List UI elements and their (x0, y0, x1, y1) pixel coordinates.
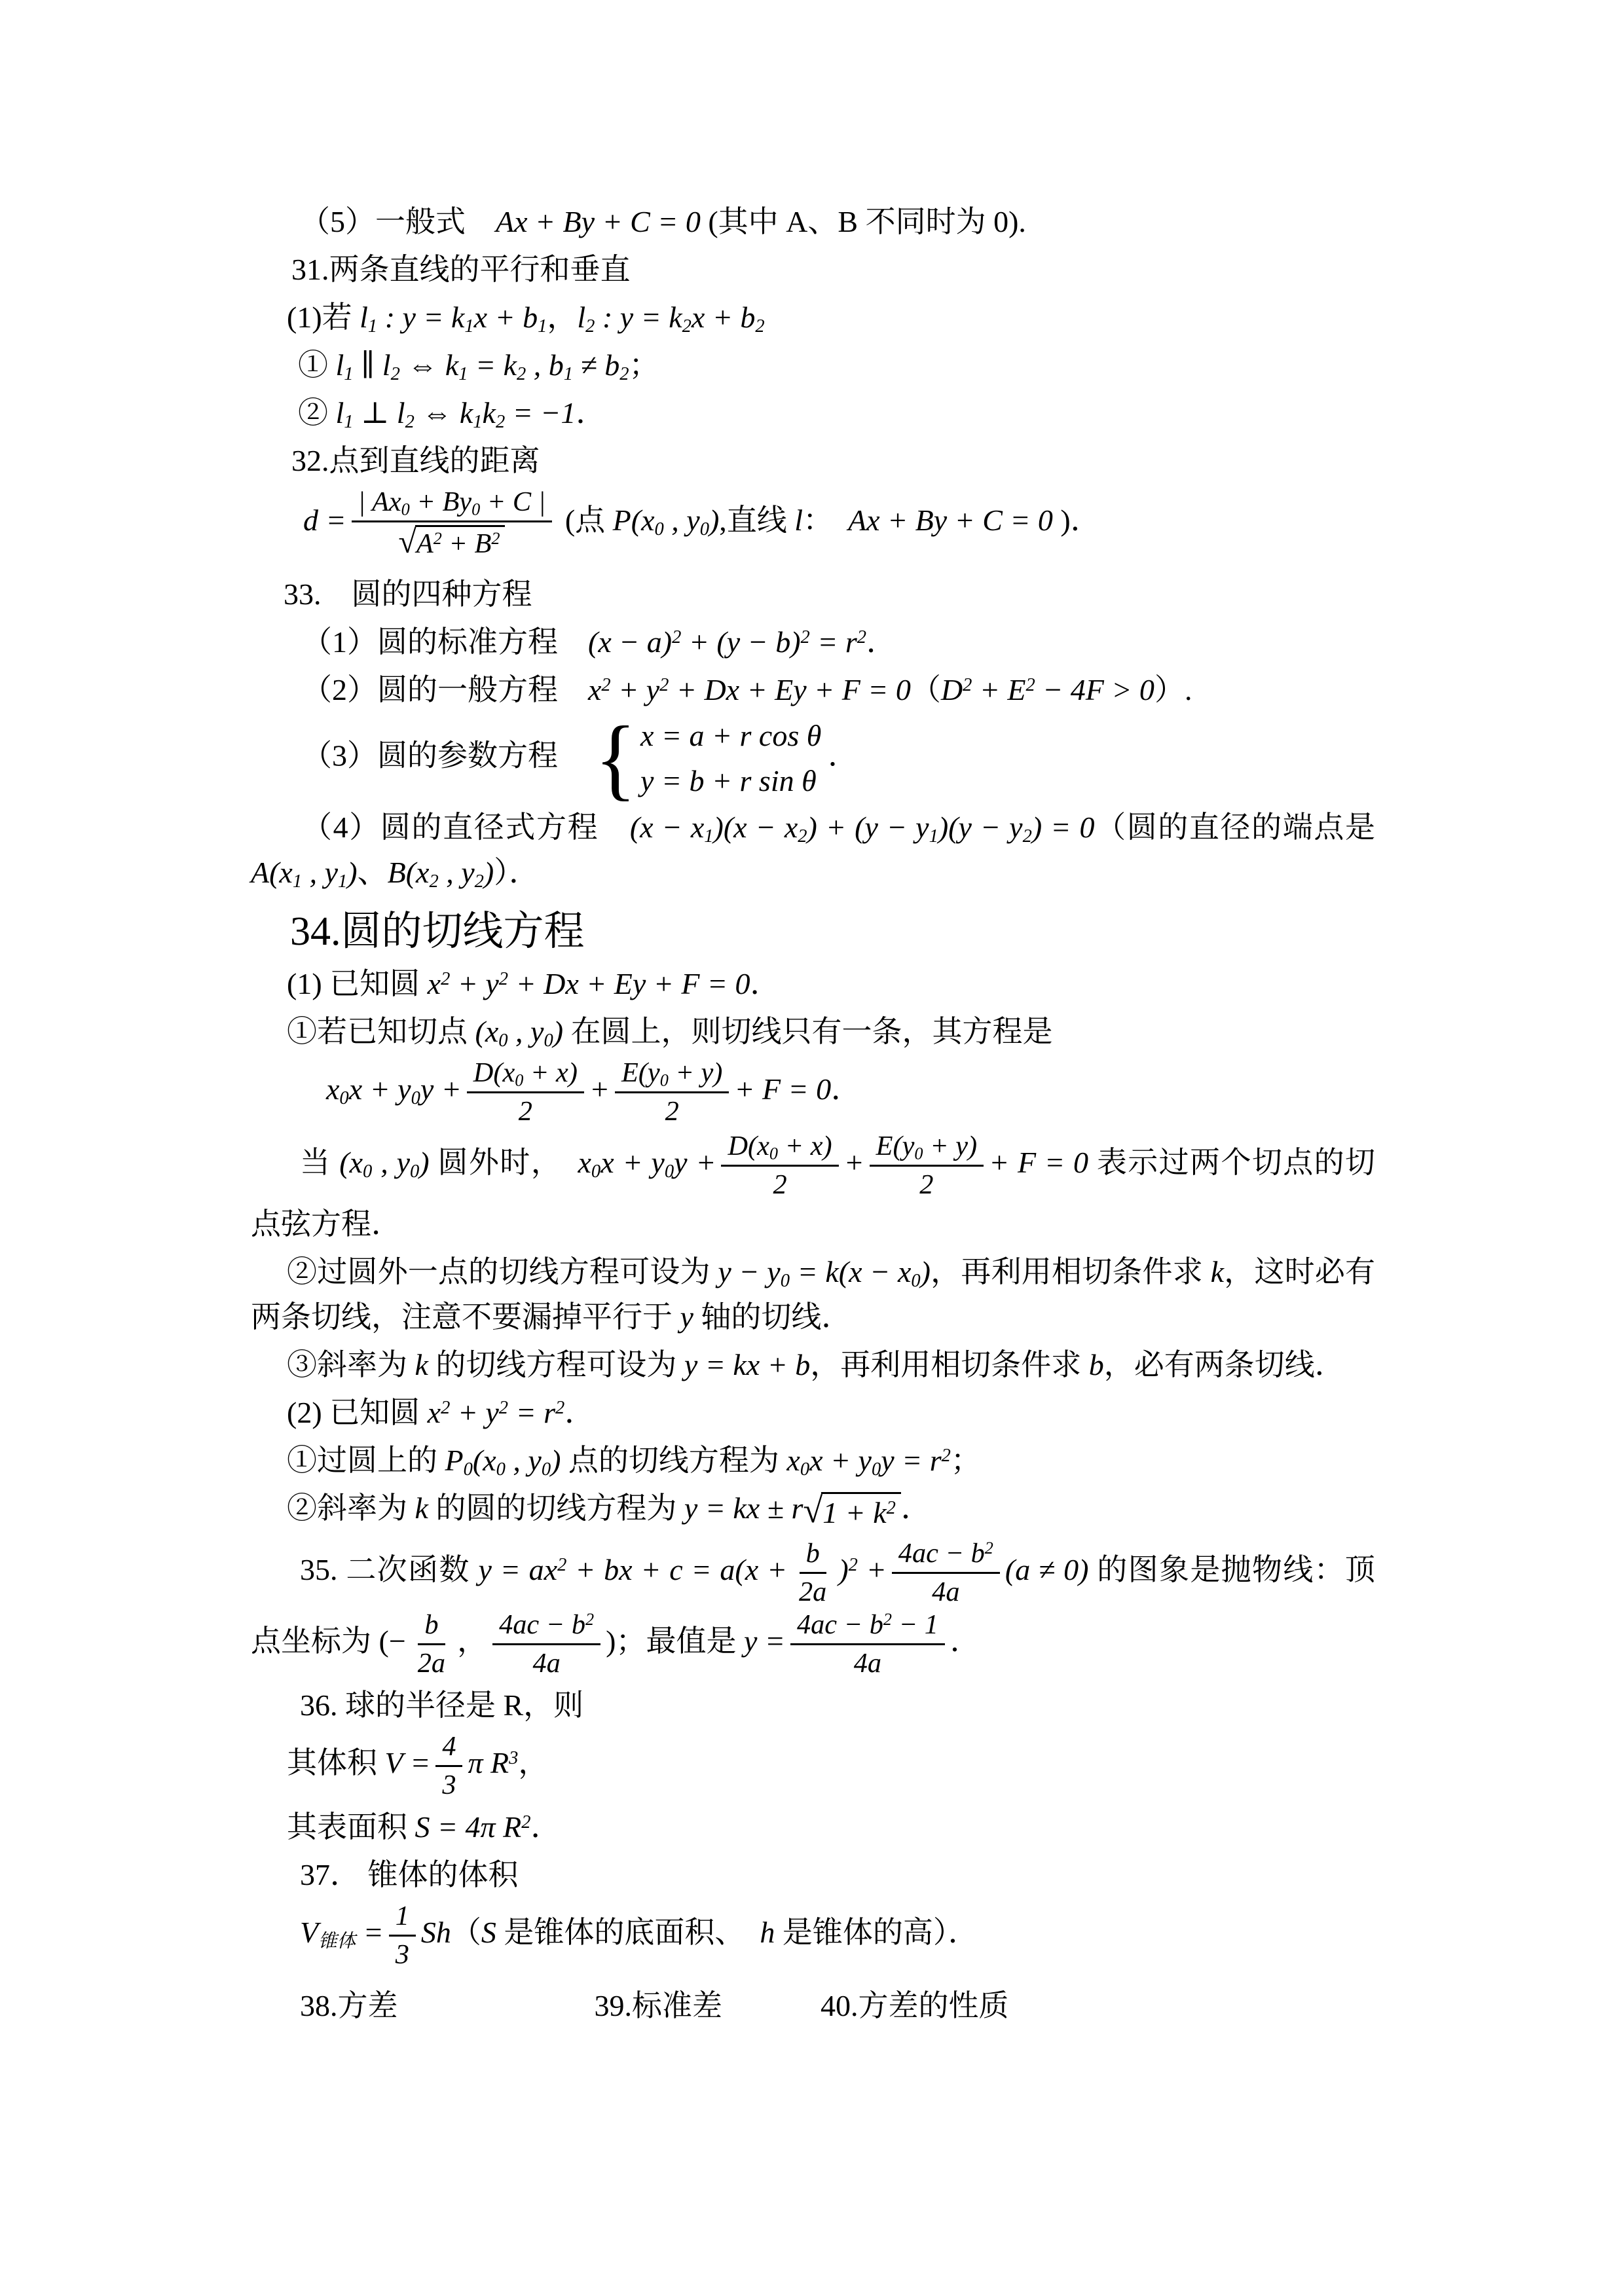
math-run: 2a (417, 1648, 446, 1679)
text-run: ， (457, 1624, 488, 1658)
line-37-heading (251, 1852, 1375, 1897)
math-run: $(x - a)^2 + (y - b)^2 = r^2$ (588, 625, 866, 659)
text-run: ② (298, 396, 336, 429)
cases-row: x = a + r cos θ (640, 719, 822, 753)
fraction (892, 1537, 1000, 1609)
fraction-denominator (847, 1645, 888, 1680)
text-run: ， (547, 301, 578, 334)
fraction-numerator (352, 486, 553, 522)
fraction-numerator (492, 1609, 600, 1645)
math-run: $B(x_2$ , $y_2$) (387, 855, 494, 892)
text-run: 当 (300, 1146, 340, 1180)
line-36-volume (251, 1730, 1375, 1802)
math-run: | $Ax_0 + By_0 + C$ | (358, 486, 546, 519)
line-34-slope-tangent-circle (251, 1485, 1375, 1531)
line-37-cone-volume (251, 1900, 1375, 1971)
text-run: ． (900, 1491, 931, 1525)
text-run: （圆的直径的端点是 (1094, 810, 1376, 844)
math-run: $D(x_0 + x)$ (473, 1057, 578, 1090)
math-run: 2 (665, 1095, 679, 1127)
math-run: b (1088, 1348, 1104, 1382)
math-run: V = (384, 1745, 431, 1779)
math-run: k (415, 1348, 428, 1382)
math-run: $P(x_0$ , $y_0$) (612, 503, 720, 539)
text-run: (其中 A、B 不同时为 0). (700, 205, 1026, 238)
fraction-denominator (411, 1645, 452, 1680)
radical-icon: √ (398, 523, 416, 560)
text-run: （ (910, 672, 941, 706)
math-run: $x_0x + y_0y = r^2$ (786, 1444, 951, 1480)
math-run: 4a (532, 1648, 561, 1679)
line-31-parallel (251, 342, 1375, 388)
math-run: + F = 0 (734, 1072, 832, 1106)
line-32-heading (251, 438, 1375, 483)
para-35-quadratic (251, 1537, 1375, 1680)
spacer (398, 2015, 595, 2016)
square-root (803, 1492, 901, 1531)
math-run: $x^2 + y^2 = r^2$ (427, 1396, 565, 1430)
text-run: ． (576, 396, 606, 429)
fraction-numerator (389, 1900, 416, 1937)
math-run: $l_1$ ∥ $l_2$ ⇔ $k_1 = k_2$ , $b_1 \ne b_2$ (335, 348, 629, 385)
math-run: y = (743, 1624, 785, 1658)
text-run: 轴的切线． (693, 1300, 852, 1334)
math-run: $x^2 + y^2 + Dx + Ey + F = 0$ (427, 966, 750, 1000)
text-run: 的图象是抛物线：顶点坐标为 (− (251, 1553, 1376, 1658)
math-run: S (481, 1915, 496, 1949)
line-36-sphere (251, 1683, 1375, 1728)
line-33-parametric (251, 706, 1375, 809)
text-run: ②过圆外一点的切线方程可设为 (287, 1255, 718, 1289)
line-34-tangent-equation (251, 1057, 1375, 1128)
text-run: ）． (494, 855, 540, 889)
text-run: （1）圆的标准方程 (302, 625, 588, 659)
math-run: l (794, 503, 803, 537)
left-brace-icon: { (595, 706, 637, 809)
math-run: $A^2 + B^2$ (416, 528, 500, 559)
line-31-setup (251, 295, 1375, 340)
math-run: b (424, 1609, 439, 1641)
math-run: $4ac - b^2$ (898, 1538, 993, 1569)
math-run: Sh (420, 1915, 451, 1949)
text-run: ①过圆上的 (287, 1444, 445, 1478)
fraction-denominator (392, 522, 511, 561)
math-run: 2 (773, 1169, 787, 1201)
text-run: 其体积 (287, 1745, 385, 1779)
fraction (435, 1730, 462, 1802)
text-run: 40.方差的性质 (821, 1988, 1009, 2022)
math-run: )$^2$ + (838, 1553, 887, 1587)
math-run: Ax + By + C = 0 (496, 205, 701, 238)
math-run: 4 (442, 1730, 456, 1762)
math-run: + (843, 1146, 864, 1180)
math-run: 2 (518, 1095, 532, 1127)
math-run: 4a (932, 1576, 960, 1608)
text-run: ． (950, 1624, 980, 1658)
text-run: 点的切线方程为 (561, 1444, 787, 1478)
math-run: d = (303, 503, 346, 537)
line-34-point-on-circle (251, 1438, 1375, 1483)
fraction-denominator (792, 1574, 833, 1609)
text-run: ① (298, 348, 336, 382)
math-run: $x^2 + y^2 + Dx + Ey + F = 0$ (588, 672, 911, 706)
line-33-heading (251, 572, 1375, 617)
fraction-denominator (913, 1167, 940, 1201)
math-run: $4ac - b^2 - 1$ (796, 1609, 938, 1641)
text-run: ，这时必有两条切线，注意不要漏掉平行于 (251, 1255, 1376, 1334)
fraction (721, 1130, 838, 1201)
text-run: 在圆上，则切线只有一条，其方程是 (563, 1014, 1053, 1048)
text-run: (1)若 (287, 301, 360, 334)
text-run: (2) 已知圆 (287, 1396, 428, 1430)
fraction-denominator (766, 1167, 793, 1201)
fraction (411, 1609, 452, 1680)
fraction (352, 486, 553, 561)
text-run: （ (451, 1915, 481, 1949)
math-run: $4ac - b^2$ (499, 1609, 595, 1641)
math-run: Ax + By + C = 0 (848, 503, 1053, 537)
math-run: $D^2 + E^2 - 4F > 0$ (940, 672, 1154, 706)
text-run: ． (831, 1072, 862, 1106)
math-run: y = kx ± r (684, 1491, 803, 1525)
fraction-denominator (526, 1645, 566, 1680)
fraction-numerator (870, 1130, 984, 1167)
line-34-known-circle-r (251, 1390, 1375, 1435)
text-run: 36. 球的半径是 R，则 (300, 1688, 584, 1722)
math-run: + (589, 1072, 610, 1106)
math-run: $P_0(x_0$ , $y_0$) (445, 1444, 561, 1480)
text-run: （5）一般式 (300, 205, 496, 238)
text-run: ， (518, 1745, 549, 1779)
cases-group (595, 706, 822, 809)
text-run: ； (950, 1444, 981, 1478)
text-run: 35. 二次函数 (300, 1553, 479, 1587)
fraction (467, 1057, 584, 1128)
math-run: $l_2$ : $y = k_2x + b_2$ (577, 301, 765, 337)
math-run: $x_0x + y_0y$ + (326, 1072, 462, 1108)
fraction (790, 1609, 945, 1680)
fraction-numerator (800, 1537, 826, 1574)
fraction-denominator (389, 1937, 416, 1971)
text-run: ，再利用相切条件求 (930, 1255, 1211, 1289)
math-run: 2 (919, 1169, 934, 1201)
fraction-denominator (925, 1574, 966, 1609)
text-run: （2）圆的一般方程 (302, 672, 588, 706)
math-run: $l_1$ ⊥ $l_2$ ⇔ $k_1k_2 = -1$ (335, 396, 576, 433)
line-5-general-form (251, 199, 1375, 244)
line-32-distance-formula (251, 486, 1375, 561)
fraction-numerator (418, 1609, 445, 1645)
fraction-numerator (467, 1057, 584, 1093)
text-run: ③斜率为 (287, 1348, 415, 1382)
text-run: 表示过两个切点的切点弦方程． (251, 1146, 1376, 1241)
fraction (492, 1609, 600, 1680)
fraction (870, 1130, 984, 1201)
cases-row: y = b + r sin θ (640, 764, 817, 798)
fraction-numerator (615, 1057, 729, 1093)
line-33-general (251, 667, 1375, 712)
math-run: 4a (853, 1648, 882, 1679)
fraction-denominator (659, 1093, 686, 1128)
math-run: ($x_0$ , $y_0$) (475, 1014, 564, 1051)
radical-icon: √ (803, 1491, 823, 1531)
radicand (415, 525, 506, 561)
fraction-numerator (435, 1730, 462, 1767)
math-run: $E(y_0 + y)$ (621, 1057, 723, 1090)
fraction (792, 1537, 833, 1609)
line-31-perpendicular (251, 390, 1375, 435)
math-run: y = kx + b (684, 1348, 811, 1382)
math-run: k (1210, 1255, 1225, 1289)
text-run: 、 (357, 855, 388, 889)
math-run: S = 4π $R^2$ (415, 1810, 531, 1844)
math-run: 3 (395, 1939, 409, 1970)
math-run: b (805, 1538, 820, 1569)
math-run: $D(x_0 + x)$ (728, 1131, 832, 1163)
text-run: (1) 已知圆 (287, 966, 428, 1000)
math-run: 2a (799, 1576, 827, 1608)
math-run: $A(x_1$ , $y_1$) (251, 855, 358, 892)
text-run: ）. (1154, 672, 1192, 706)
text-run: ①若已知切点 (287, 1014, 475, 1048)
text-run: 38.方差 (300, 1988, 398, 2022)
math-run: (a ≠ 0) (1005, 1553, 1089, 1587)
math-run: $x_0x + y_0y$ + (578, 1146, 716, 1182)
para-34-chord-of-contact (251, 1130, 1375, 1247)
text-run: 39.标准差 (594, 1988, 722, 2022)
math-run: $(x - x_1)(x - x_2) + (y - y_1)(y - y_2) = 0$ (629, 810, 1095, 847)
text-run: 34.圆的切线方程 (290, 909, 585, 954)
text-run: ； (629, 348, 659, 382)
text-run: ． (530, 1810, 561, 1844)
text-run: (点 (557, 503, 613, 537)
text-run: ，再利用相切条件求 (810, 1348, 1089, 1382)
math-run: k (415, 1491, 428, 1525)
line-34-slope-k-general (251, 1342, 1375, 1387)
math-run: 3 (442, 1769, 456, 1800)
math-run: $y - y_0 = k(x - x_0)$ (718, 1255, 931, 1292)
line-34-tangent-point-intro (251, 1009, 1375, 1054)
math-run: π $R^3$ (468, 1745, 519, 1779)
radicand (821, 1492, 901, 1531)
line-38-39-40 (251, 1983, 1375, 2028)
text-run: ，必有两条切线． (1103, 1348, 1345, 1382)
text-run: （3）圆的参数方程 (302, 738, 588, 772)
text-run: 其表面积 (287, 1810, 415, 1844)
para-34-external-point (251, 1249, 1375, 1339)
fraction-numerator (790, 1609, 945, 1645)
line-33-standard (251, 619, 1375, 665)
fraction (389, 1900, 416, 1971)
math-run: y (680, 1300, 693, 1334)
fraction-numerator (721, 1130, 838, 1167)
para-33-diameter (251, 805, 1375, 895)
text-run: ②斜率为 (287, 1491, 415, 1525)
fraction-numerator (892, 1537, 1000, 1574)
text-run: 33. 圆的四种方程 (284, 577, 532, 611)
text-run: 的圆的切线方程为 (428, 1491, 684, 1525)
math-run: ($x_0$ , $y_0$) (339, 1146, 430, 1182)
text-run: （4）圆的直径式方程 (302, 810, 630, 844)
heading-34-tangent (251, 905, 1375, 958)
line-36-surface (251, 1804, 1375, 1850)
math-run: $1 + k^2$ (822, 1496, 896, 1530)
text-run: ． (828, 738, 858, 772)
text-run: )；最值是 (606, 1624, 744, 1658)
line-31-heading (251, 247, 1375, 292)
math-run: $y = ax^2$ + bx + c = a(x + (478, 1553, 787, 1587)
line-34-known-general-circle (251, 961, 1375, 1006)
text-run: 是锥体的底面积、 (496, 1915, 760, 1949)
text-run: 是锥体的高）． (775, 1915, 978, 1949)
text-run: 37． 锥体的体积 (300, 1857, 519, 1891)
square-root (398, 525, 505, 561)
math-run: 1 (395, 1900, 409, 1931)
text-run: ： (803, 503, 849, 537)
text-run: ． (750, 966, 781, 1000)
text-run: 31.两条直线的平行和垂直 (291, 253, 631, 286)
fraction-denominator (512, 1093, 539, 1128)
text-run: 的切线方程可设为 (428, 1348, 684, 1382)
text-run: 32.点到直线的距离 (291, 444, 540, 477)
math-run: $V_{锥体}$ = (300, 1915, 384, 1952)
text-run: ． (564, 1396, 595, 1430)
spacer (722, 2015, 821, 2016)
text-run: ． (866, 625, 896, 659)
text-run: 圆外时， (429, 1146, 578, 1180)
cases-rows (640, 718, 821, 799)
math-run: + F = 0 (989, 1146, 1088, 1180)
math-run: $E(y_0 + y)$ (876, 1131, 978, 1163)
math-run: h (760, 1915, 775, 1949)
math-run: $l_1$ : $y = k_1x + b_1$ (360, 301, 547, 337)
fraction-denominator (435, 1767, 462, 1802)
text-run: ,直线 (719, 503, 795, 537)
text-run: )． (1052, 503, 1101, 537)
fraction (615, 1057, 729, 1128)
